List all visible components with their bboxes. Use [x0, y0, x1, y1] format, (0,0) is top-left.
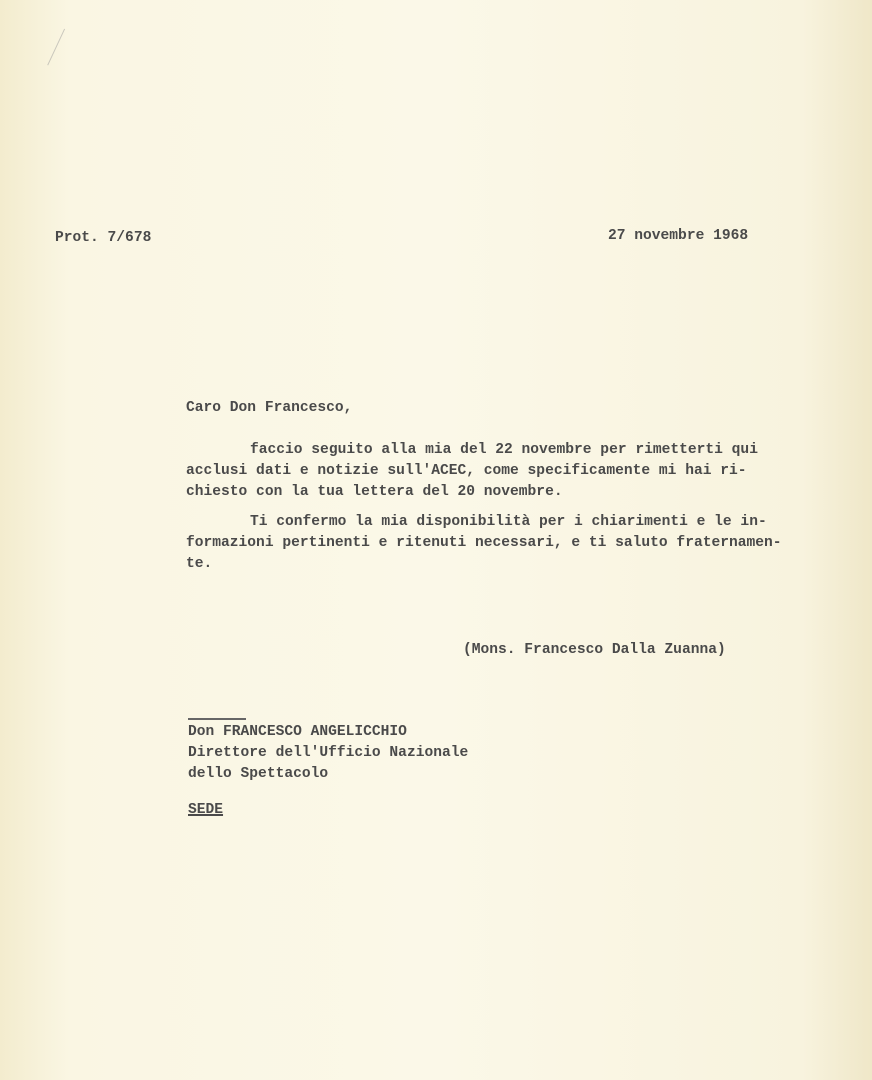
recipient-line3: dello Spettacolo [188, 766, 329, 782]
salutation: Caro Don Francesco, [186, 400, 353, 416]
paragraph2-line1: Ti confermo la mia disponibilità per i chiarimenti e le in- [250, 514, 767, 530]
recipient-line1: Don FRANCESCO ANGELICCHIO [188, 724, 407, 740]
paragraph2-line2: formazioni pertinenti e ritenuti necessari, e ti saluto fraternamen- [186, 535, 782, 551]
location: SEDE [188, 802, 224, 818]
paragraph1-line3: chiesto con la tua lettera del 20 novembre. [186, 484, 563, 500]
paragraph2-line3: te. [186, 556, 213, 572]
letter-date: 27 novembre 1968 [608, 228, 749, 244]
protocol-number: Prot. 7/678 [55, 230, 152, 246]
pencil-mark [47, 29, 77, 72]
divider [188, 718, 246, 720]
recipient-line2: Direttore dell'Ufficio Nazionale [188, 745, 469, 761]
signature: (Mons. Francesco Dalla Zuanna) [463, 642, 726, 658]
paragraph1-line1: faccio seguito alla mia del 22 novembre per rimetterti qui [250, 442, 758, 458]
paragraph1-line2: acclusi dati e notizie sull'ACEC, come specificamente mi hai ri- [186, 463, 747, 479]
